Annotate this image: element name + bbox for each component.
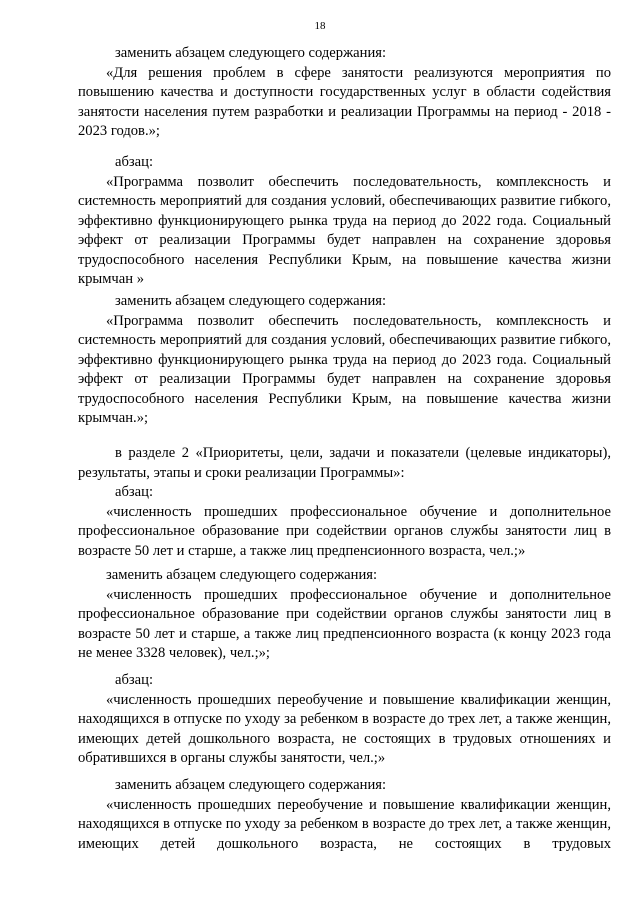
quoted-paragraph: «Программа позволит обеспечить последовательность, комплексность и системность мероприятий для создания условий, обеспечивающих развитие гибкого, эффективно функционирующего рынка труда на период до 2022 года. Социальный эффект от реализации Программы будет направлен на сохранение здоровья трудоспособного населения Республики Крым, на повышение качества жизни крымчан » <box>78 173 611 287</box>
intro-line: абзац: <box>115 484 154 500</box>
amendment-block-5 <box>78 566 611 664</box>
quoted-paragraph: «численность прошедших профессиональное обучение и дополнительное профессиональное образование при содействии органов службы занятости лиц в возрасте 50 лет и старше, а также лиц предпенсионного возраста (к концу 2023 года не менее 3328 человек), чел.;»; <box>78 586 611 661</box>
quoted-paragraph: «численность прошедших переобучение и повышение квалификации женщин, находящихся в отпуске по уходу за ребенком в возрасте до трех лет, а также женщин, имеющих детей дошкольного возраста, не состоящих в трудовых <box>78 796 611 852</box>
intro-line: абзац: <box>115 672 154 688</box>
intro-line: заменить абзацем следующего содержания: <box>115 293 387 309</box>
intro-line: заменить абзацем следующего содержания: <box>106 567 378 583</box>
amendment-block-7 <box>78 776 611 854</box>
amendment-block-1 <box>78 44 611 142</box>
quoted-paragraph: «Программа позволит обеспечить последовательность, комплексность и системность мероприятий для создания условий, обеспечивающих развитие гибкого, эффективно функционирующего рынка труда на период до 2023 года. Социальный эффект от реализации Программы будет направлен на сохранение здоровья трудоспособного населения Республики Крым, на повышение качества жизни крымчан.»; <box>78 312 611 426</box>
amendment-block-4 <box>78 444 611 561</box>
quoted-paragraph: «Для решения проблем в сфере занятости реализуются мероприятия по повышению качества и доступности государственных услуг в области содействия занятости населения путем разработки и реализации Программы на период - 2018 - 2023 годов.»; <box>78 64 611 139</box>
intro-line: заменить абзацем следующего содержания: <box>115 777 387 793</box>
intro-line: заменить абзацем следующего содержания: <box>115 45 387 61</box>
quoted-paragraph: «численность прошедших переобучение и повышение квалификации женщин, находящихся в отпуске по уходу за ребенком в возрасте до трех лет, а также женщин, имеющих детей дошкольного возраста, не состоящих в трудовых отношениях и обратившихся в органы службы занятости, чел.;» <box>78 691 611 766</box>
amendment-block-3 <box>78 292 611 429</box>
quoted-paragraph: «численность прошедших профессиональное обучение и дополнительное профессиональное образование при содействии органов службы занятости лиц в возрасте 50 лет и старше, а также лиц предпенсионного возраста, чел.;» <box>78 503 611 559</box>
amendment-block-2 <box>78 153 611 290</box>
section-intro: в разделе 2 «Приоритеты, цели, задачи и показатели (целевые индикаторы), результаты, этапы и сроки реализации Программы»: <box>78 445 611 481</box>
page-number: 18 <box>314 20 326 32</box>
intro-line: абзац: <box>115 154 154 170</box>
amendment-block-6 <box>78 671 611 769</box>
